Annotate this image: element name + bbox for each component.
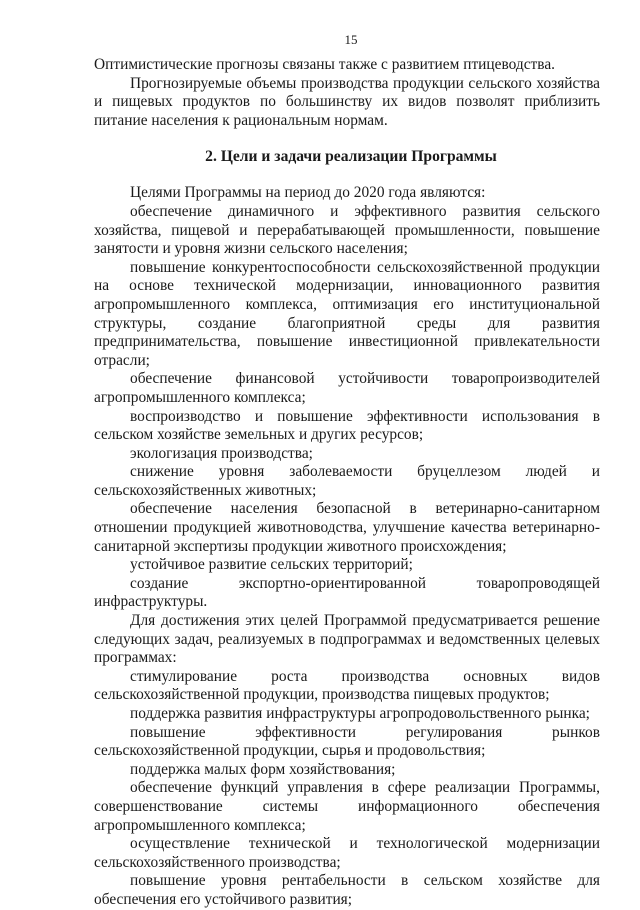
goal-item: устойчивое развитие сельских территорий; <box>130 556 413 574</box>
goal-item: обеспечение динамичного и эффективного развития сельского хозяйства, пищевой и перерабатывающей промышленности, повышение занятости и уровня жизни сельского населения; <box>94 202 600 258</box>
tasks-intro: Для достижения этих целей Программой предусматривается решение следующих задач, реализуемых в подпрограммах и ведомственных целевых программах: <box>94 612 600 667</box>
intro-paragraph: Оптимистические прогнозы связаны также с развитием птицеводства. <box>94 56 556 73</box>
task-item: поддержка малых форм хозяйствования; <box>130 760 396 778</box>
goals-intro: Целями Программы на период до 2020 года являются: <box>130 184 486 202</box>
goal-item: обеспечение населения безопасной в ветеринарно-санитарном отношении продукцией животноводства, улучшение качества ветеринарно-санитарной экспертизы продукции животного происхождения; <box>94 500 600 555</box>
goal-item: воспроизводство и повышение эффективности использования в сельском хозяйстве земельных и других ресурсов; <box>94 407 600 444</box>
goal-item: снижение уровня заболеваемости бруцеллезом людей и сельскохозяйственных животных; <box>94 463 600 499</box>
goal-item: повышение конкурентоспособности сельскохозяйственной продукции на основе технической модернизации, инновационного развития агропромышленного комплекса, оптимизация его институциональной структуры, создание благоприятной среды для развития предпринимательства, повышение инвестиционной привлекательности отрасли; <box>94 258 600 369</box>
task-item: стимулирование роста производства основных видов сельскохозяйственной продукции, производства пищевых продуктов; <box>94 667 600 704</box>
task-item: осуществление технической и технологической модернизации сельскохозяйственного производства; <box>94 835 600 871</box>
goal-item: создание экспортно-ориентированной товаропроводящей инфраструктуры. <box>94 574 600 611</box>
goal-item: экологизация производства; <box>130 444 313 462</box>
goal-item: обеспечение финансовой устойчивости товаропроизводителей агропромышленного комплекса; <box>94 370 600 406</box>
task-item: обеспечение функций управления в сфере реализации Программы, совершенствование системы информационного обеспечения агропромышленного комплекса; <box>94 779 600 834</box>
intro-paragraph: Прогнозируемые объемы производства продукции сельского хозяйства и пищевых продуктов по большинству их видов позволят приблизить питание населения к рациональным нормам. <box>94 74 600 129</box>
task-item: повышение уровня рентабельности в сельском хозяйстве для обеспечения его устойчивого развития; <box>94 872 600 908</box>
page-number: 15 <box>344 32 358 47</box>
task-item: повышение эффективности регулирования рынков сельскохозяйственной продукции, сырья и продовольствия; <box>94 723 600 760</box>
section-title: 2. Цели и задачи реализации Программы <box>205 148 497 166</box>
task-item: поддержка развития инфраструктуры агропродовольственного рынка; <box>130 705 590 722</box>
